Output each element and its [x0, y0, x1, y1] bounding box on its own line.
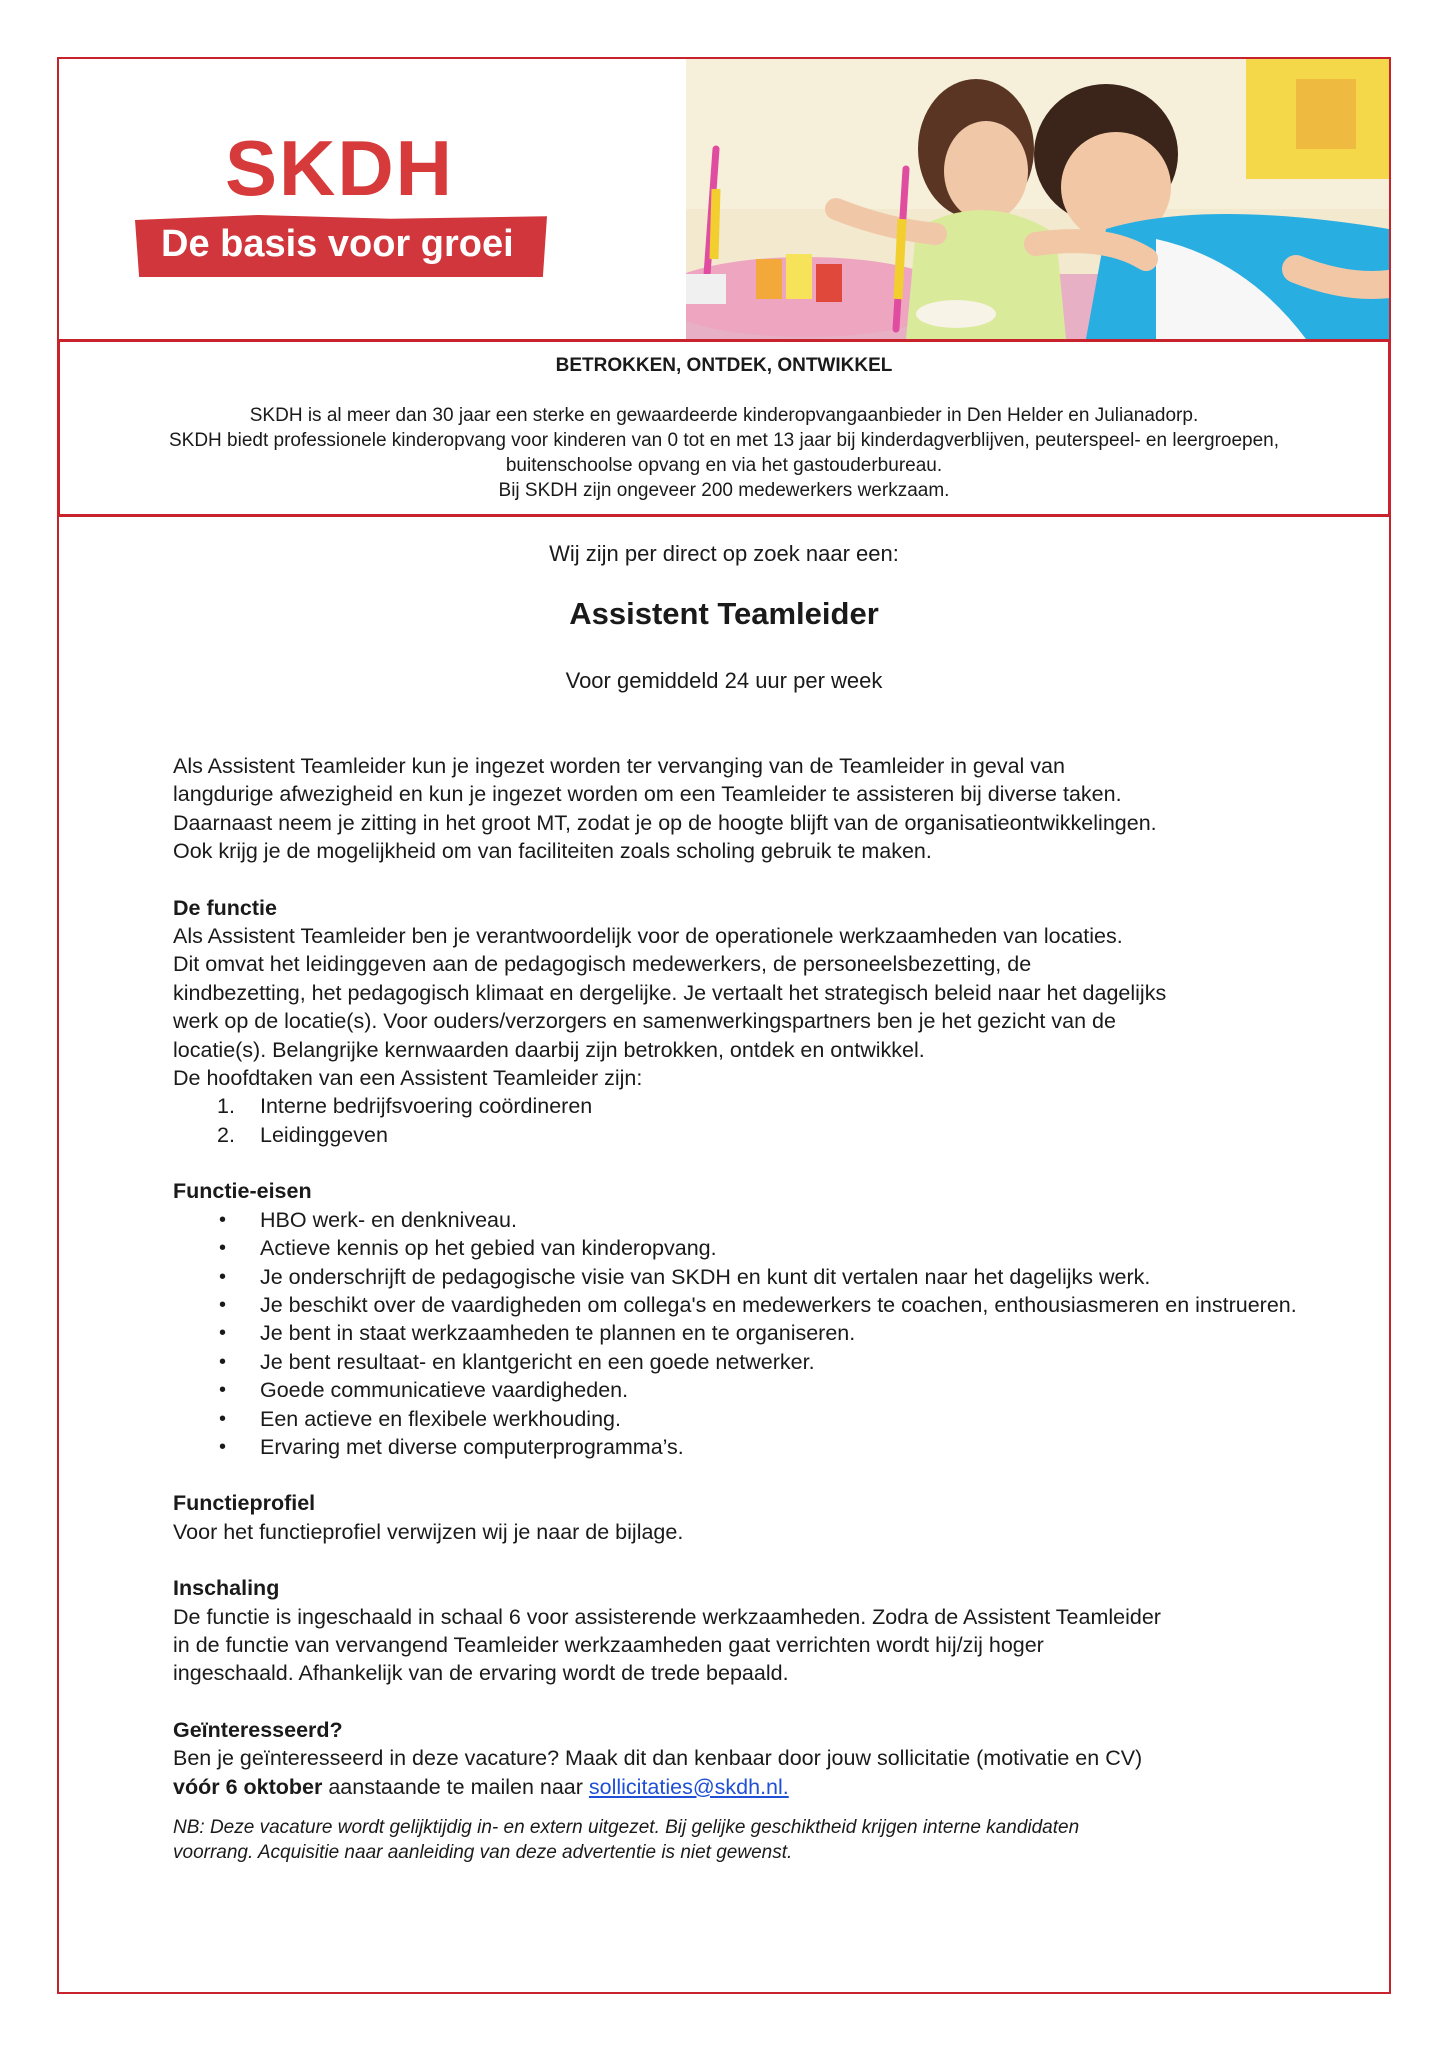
logo-tagline: De basis voor groei	[161, 223, 514, 265]
requirement-item: • Ervaring met diverse computerprogramma’s.	[173, 1433, 1303, 1461]
header	[59, 59, 1389, 339]
intro-line: Bij SKDH zijn ongeveer 200 medewerkers werkzaam.	[498, 480, 950, 501]
skdh-logo	[135, 124, 555, 269]
inschaling-line: in de functie van vervangend Teamleider werkzaamheden gaat verrichten wordt hij/zij hoger	[173, 1632, 1044, 1657]
bullet-icon: •	[219, 1435, 227, 1458]
bullet-icon: •	[219, 1379, 227, 1402]
requirement-item: • Een actieve en flexibele werkhouding.	[173, 1405, 1303, 1433]
functie-line: Dit omvat het leidinggeven aan de pedagogisch medewerkers, de personeelsbezetting, de	[173, 952, 1032, 977]
email-link[interactable]: sollicitaties@skdh.nl.	[588, 1774, 789, 1799]
header-photo-children-painting	[686, 59, 1389, 339]
intro-line: SKDH is al meer dan 30 jaar een sterke en gewaardeerde kinderopvangaanbieder in Den Helder en Julianadorp.	[249, 405, 1199, 426]
interesse-line: Ben je geïnteresseerd in deze vacature? Maak dit dan kenbaar door jouw sollicitatie (motivatie en CV)	[173, 1746, 1143, 1771]
requirement-item: • Je bent resultaat- en klantgericht en een goede netwerker.	[173, 1348, 1303, 1376]
note-line: NB: Deze vacature wordt gelijktijdig in- en extern uitgezet. Bij gelijke geschiktheid krijgen interne kandidaten	[173, 1817, 1080, 1838]
summary-line: Ook krijg je de mogelijkheid om van faciliteiten zoals scholing gebruik te maken.	[173, 839, 932, 864]
profiel-heading: Functieprofiel	[173, 1491, 316, 1516]
tasks-list	[173, 1092, 1303, 1149]
functie-heading: De functie	[173, 895, 277, 920]
requirement-item: • Je onderschrijft de pedagogische visie van SKDH en kunt dit vertalen naar het dagelijks werk.	[173, 1263, 1303, 1291]
bullet-icon: •	[219, 1265, 227, 1288]
functie-line: De hoofdtaken van een Assistent Teamleider zijn:	[173, 1066, 643, 1091]
functie-line: kindbezetting, het pedagogisch klimaat en dergelijke. Je vertaalt het strategisch beleid naar het dagelijks	[173, 980, 1167, 1005]
bullet-icon: •	[219, 1237, 227, 1260]
requirement-item: • Je beschikt over de vaardigheden om collega's en medewerkers te coachen, enthousiasmeren en instrueren.	[173, 1291, 1303, 1319]
task-item	[173, 1121, 1303, 1149]
bullet-icon: •	[219, 1350, 227, 1373]
task-text: Leidinggeven	[260, 1122, 388, 1147]
task-item	[173, 1092, 1303, 1120]
inschaling-line: ingeschaald. Afhankelijk van de ervaring wordt de trede bepaald.	[173, 1661, 789, 1686]
requirements-list	[173, 1206, 1303, 1462]
vacancy-title: Assistent Teamleider	[569, 596, 879, 631]
summary-line: Daarnaast neem je zitting in het groot MT, zodat je op de hoogte blijft van de organisatieontwikkelingen.	[173, 810, 1157, 835]
requirement-item: • Je bent in staat werkzaamheden te plannen en te organiseren.	[173, 1319, 1303, 1347]
inschaling-heading: Inschaling	[173, 1576, 280, 1601]
bullet-icon: •	[219, 1322, 227, 1345]
task-number: 2.	[217, 1122, 235, 1147]
vacancy-lead: Wij zijn per direct op zoek naar een:	[549, 541, 899, 566]
functie-line: locatie(s). Belangrijke kernwaarden daarbij zijn betrokken, ontdek en ontwikkel.	[173, 1037, 925, 1062]
vacancy-body	[173, 752, 1303, 1865]
bullet-icon: •	[219, 1407, 227, 1430]
note-line: voorrang. Acquisitie naar aanleiding van deze advertentie is niet gewenst.	[173, 1842, 793, 1863]
vacancy-hours: Voor gemiddeld 24 uur per week	[565, 668, 883, 693]
intro-heading: BETROKKEN, ONTDEK, ONTWIKKEL	[555, 355, 893, 376]
logo-name: SKDH	[225, 124, 455, 212]
interesse-heading: Geïnteresseerd?	[173, 1717, 343, 1742]
task-number: 1.	[217, 1094, 235, 1119]
requirement-item: • HBO werk- en denkniveau.	[173, 1206, 1303, 1234]
inschaling-line: De functie is ingeschaald in schaal 6 voor assisterende werkzaamheden. Zodra de Assistent Teamleider	[173, 1604, 1161, 1629]
bullet-icon: •	[219, 1208, 227, 1231]
intro-line: buitenschoolse opvang en via het gastouderbureau.	[505, 455, 943, 476]
summary-line: Als Assistent Teamleider kun je ingezet worden ter vervanging van de Teamleider in geval van	[173, 754, 1065, 778]
deadline: vóór 6 oktober	[173, 1774, 323, 1799]
task-text: Interne bedrijfsvoering coördineren	[260, 1094, 593, 1119]
intro-line: SKDH biedt professionele kinderopvang voor kinderen van 0 tot en met 13 jaar bij kinderdagverblijven, peuterspeel- en leergroepen,	[168, 430, 1280, 451]
requirement-item: • Actieve kennis op het gebied van kinderopvang.	[173, 1234, 1303, 1262]
eisen-heading: Functie-eisen	[173, 1179, 312, 1204]
note	[173, 1815, 1303, 1865]
functie-line: werk op de locatie(s). Voor ouders/verzorgers en samenwerkingspartners ben je het gezicht van de	[173, 1009, 1116, 1034]
bullet-icon: •	[219, 1293, 227, 1316]
summary-line: langdurige afwezigheid en kun je ingezet worden om een Teamleider te assisteren bij diverse taken.	[173, 782, 1122, 807]
requirement-item: • Goede communicatieve vaardigheden.	[173, 1376, 1303, 1404]
profiel-text: Voor het functieprofiel verwijzen wij je naar de bijlage.	[173, 1519, 684, 1544]
interesse-line: vóór 6 oktober aanstaande te mailen naar sollicitaties@skdh.nl.	[173, 1774, 789, 1799]
functie-line: Als Assistent Teamleider ben je verantwoordelijk voor de operationele werkzaamheden van locaties.	[173, 924, 1123, 949]
intro-box	[57, 339, 1391, 517]
